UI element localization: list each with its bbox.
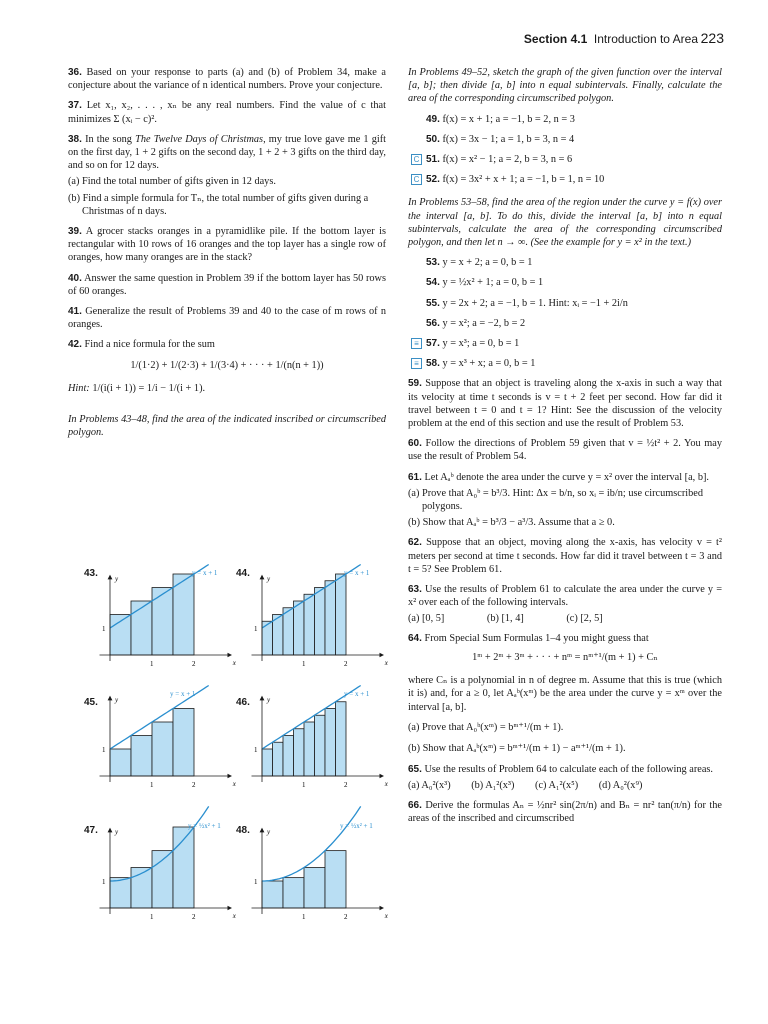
y-axis-label: y: [267, 696, 271, 704]
sum-formula: 1/(1·2) + 1/(2·3) + 1/(3·4) + · · · + 1/(n(n + 1)): [130, 359, 324, 371]
problem-37: 37. Let x₁, x₂, . . . , xₙ be any real numbers. Find the value of c that minimizes Σ (xᵢ − c)².: [68, 100, 386, 125]
polygon-rect: [325, 709, 336, 777]
y-tick-label: 1: [102, 878, 106, 886]
problem-58: ≡ 58. y = x³ + x; a = 0, b = 1: [426, 357, 722, 370]
problem-40: 40. Answer the same question in Problem 39 if the bottom layer has 50 rows of 60 oranges.: [68, 272, 386, 297]
problem-38a: (a) Find the total number of gifts given in 12 days.: [68, 176, 276, 188]
x-tick-label: 2: [344, 660, 348, 668]
polygon-rect: [283, 878, 304, 908]
y-axis-label: y: [115, 828, 119, 836]
polygon-rect: [152, 722, 173, 776]
hint-formula: Hint: 1/(i(i + 1)) = 1/i − 1/(i + 1).: [68, 382, 206, 394]
y-tick-label: 1: [102, 625, 106, 633]
problem-51: C 51. f(x) = x² − 1; a = 2, b = 3, n = 6: [426, 153, 722, 166]
problem-63-options: [408, 612, 722, 625]
curve-label: y = x + 1: [192, 569, 218, 577]
problem-61b: (b) Show that Aₐᵇ = b³/3 − a³/3. Assume that a ≥ 0.: [408, 517, 615, 529]
option-65b: (b) A₁²(x³): [471, 780, 515, 792]
section-heading: Section 4.1 Introduction to Area: [523, 32, 698, 46]
x-axis-label: x: [384, 912, 388, 920]
x-tick-label: 2: [192, 913, 196, 921]
x-axis-label: x: [232, 659, 236, 667]
polygon-rect: [336, 702, 347, 776]
problem-50: 50. f(x) = 3x − 1; a = 1, b = 3, n = 4: [426, 133, 575, 145]
x-tick-label: 1: [150, 913, 154, 921]
problem-64: 64. From Special Sum Formulas 1–4 you might guess that: [408, 632, 649, 644]
y-axis-label: y: [115, 575, 119, 583]
curve-label: y = ½x² + 1: [340, 822, 373, 830]
polygon-rect: [262, 881, 283, 908]
graph-48: [252, 806, 389, 921]
polygon-rect: [283, 608, 294, 655]
x-axis-label: x: [232, 780, 236, 788]
problem-53: 53. y = x + 2; a = 0, b = 1: [426, 257, 533, 269]
x-axis-label: x: [384, 780, 388, 788]
problem-63: 63. Use the results of Problem 61 to calculate the area under the curve y = x² over each of the following intervals.: [408, 584, 722, 609]
graph-45: [100, 686, 237, 790]
cas-icon: ≡: [411, 338, 422, 349]
graph-label-48: 48.: [236, 825, 250, 836]
x-tick-label: 2: [192, 781, 196, 789]
problem-59: 59. Suppose that an object is traveling along the x-axis in such a way that its velocity at time t seconds is v = t + 2 feet per second. How far did it travel between t = 0 and t = 1? Hint: See the discussion of the velocity problem at the end of this section and use the result of Problem 53.: [408, 378, 722, 430]
curve-label: y = x + 1: [344, 569, 370, 577]
graph-44: [252, 565, 389, 669]
option-63a: (a) [0, 5]: [408, 612, 445, 624]
problem-41: 41. Generalize the result of Problems 39 and 40 to the case of m rows of n oranges.: [68, 306, 386, 331]
problem-57: ≡ 57. y = x³; a = 0, b = 1: [426, 337, 722, 350]
option-63b: (b) [1, 4]: [486, 612, 524, 624]
polygon-rect: [110, 749, 131, 776]
problem-65: 65. Use the results of Problem 64 to calculate each of the following areas.: [408, 764, 713, 776]
polygon-rect: [294, 601, 305, 655]
polygon-rect: [273, 742, 284, 776]
polygon-rect: [131, 736, 152, 777]
polygon-rect: [304, 594, 315, 655]
x-tick-label: 1: [302, 781, 306, 789]
x-tick-label: 1: [150, 781, 154, 789]
x-tick-label: 2: [344, 913, 348, 921]
intro-49-52: In Problems 49–52, sketch the graph of the given function over the interval [a, b]; then divide [a, b] into n equal subintervals. Finally, calculate the area of the corresponding circumscribed polygon.: [408, 67, 722, 105]
x-tick-label: 1: [150, 660, 154, 668]
problem-65-options: [408, 779, 722, 792]
polygon-rect: [325, 851, 346, 908]
problem-60: 60. Follow the directions of Problem 59 given that v = ½t² + 2. You may use the result of Problem 54.: [408, 438, 722, 463]
problem-55: 55. y = 2x + 2; a = −1, b = 1. Hint: xᵢ = −1 + 2i/n: [426, 297, 628, 309]
cas-icon: ≡: [411, 358, 422, 369]
polygon-rect: [110, 878, 131, 908]
problem-64b: (b) Show that Aₐᵇ(xᵐ) = bᵐ⁺¹/(m + 1) − aᵐ⁺¹/(m + 1).: [408, 742, 626, 754]
right-column: [408, 66, 722, 832]
option-63c: (c) [2, 5]: [566, 612, 603, 624]
graph-label-45: 45.: [84, 697, 98, 708]
y-tick-label: 1: [102, 746, 106, 754]
problem-56: 56. y = x²; a = −2, b = 2: [426, 317, 526, 329]
problem-39: 39. A grocer stacks oranges in a pyramidlike pile. If the bottom layer is rectangular with 10 rows of 16 oranges and the top layer has a single row of oranges, how many oranges are in the stack?: [68, 226, 386, 264]
problem-66: 66. Derive the formulas Aₙ = ½nr² sin(2π/n) and Bₙ = nr² tan(π/n) for the areas of the inscribed and circumscribed: [408, 799, 722, 824]
graph-46: [252, 686, 389, 790]
problem-38b: (b) Find a simple formula for Tₙ, the total number of gifts given during a Christmas of n days.: [68, 192, 369, 217]
x-tick-label: 1: [302, 660, 306, 668]
polygon-rect: [304, 722, 315, 776]
polygon-rect: [315, 715, 326, 776]
polygon-rect: [325, 581, 336, 655]
power-sum-formula: 1ᵐ + 2ᵐ + 3ᵐ + · · · + nᵐ = nᵐ⁺¹/(m + 1) + Cₙ: [472, 651, 658, 663]
y-tick-label: 1: [254, 746, 258, 754]
graph-label-46: 46.: [236, 697, 250, 708]
graph-label-44: 44.: [236, 568, 250, 579]
calculator-icon: C: [411, 174, 422, 185]
polygon-rect: [304, 868, 325, 909]
graph-47: [100, 806, 237, 921]
intro-53-58: In Problems 53–58, find the area of the region under the curve y = f(x) over the interval [a, b]. To do this, divide the interval [a, b] into n equal subintervals, calculate the area of the corresponding circumscribed polygon, and then let n → ∞. (See the example for y = x² in the text.): [408, 197, 722, 249]
y-axis-label: y: [267, 828, 271, 836]
page-number: 223: [700, 30, 724, 46]
problem-54: 54. y = ½x² + 1; a = 0, b = 1: [426, 277, 544, 289]
option-65d: (d) A₀²(x⁹): [598, 780, 643, 792]
x-tick-label: 1: [302, 913, 306, 921]
graph-label-47: 47.: [84, 825, 98, 836]
problem-42: 42. Find a nice formula for the sum: [68, 339, 215, 351]
problem-64a: (a) Prove that A₀ᵇ(xᵐ) = bᵐ⁺¹/(m + 1).: [408, 721, 564, 733]
problem-36: 36. Based on your response to parts (a) and (b) of Problem 34, make a conjecture about the variance of n identical numbers. Prove your conjecture.: [68, 67, 386, 92]
option-65c: (c) A₁²(x⁵): [535, 780, 579, 792]
graph-label-43: 43.: [84, 568, 98, 579]
y-axis-label: y: [267, 575, 271, 583]
curve-label: y = x + 1: [170, 690, 196, 698]
polygon-rect: [283, 736, 294, 777]
problem-62: 62. Suppose that an object, moving along the x-axis, has velocity v = t² meters per second at time t seconds. How far did it travel between t = 3 and t = 5? See Problem 61.: [408, 537, 723, 575]
problem-38: 38. In the song The Twelve Days of Christmas, my true love gave me 1 gift on the first day, 1 + 2 gifts on the second day, 1 + 2 + 3 gifts on the third day, and so on for 12 days.: [68, 133, 387, 172]
problem-64-body: where Cₙ is a polynomial in n of degree m. Assume that this is true (which it is) and, for a ≥ 0, let Aₐᵇ(xᵐ) be the area under the curve y = xᵐ over the interval [a, b].: [408, 675, 722, 713]
graph-43: [100, 565, 237, 669]
y-tick-label: 1: [254, 625, 258, 633]
x-tick-label: 2: [344, 781, 348, 789]
problem-49: 49. f(x) = x + 1; a = −1, b = 2, n = 3: [426, 113, 575, 125]
y-tick-label: 1: [254, 878, 258, 886]
calculator-icon: C: [411, 154, 422, 165]
problem-61a: (a) Prove that A₀ᵇ = b³/3. Hint: Δx = b/n, so xᵢ = ib/n; use circumscribed polygons.: [408, 487, 703, 513]
problem-52: C 52. f(x) = 3x² + x + 1; a = −1, b = 1, n = 10: [426, 173, 722, 186]
polygon-rect: [173, 709, 194, 777]
polygon-rect: [315, 588, 326, 656]
polygon-rect: [262, 749, 273, 776]
polygon-rect: [131, 601, 152, 655]
x-axis-label: x: [384, 659, 388, 667]
x-tick-label: 2: [192, 660, 196, 668]
polygon-rect: [152, 588, 173, 656]
y-axis-label: y: [115, 696, 119, 704]
x-axis-label: x: [232, 912, 236, 920]
curve-label: y = ½x² + 1: [188, 822, 221, 830]
polygon-rect: [336, 574, 347, 655]
intro-43-48: In Problems 43–48, find the area of the indicated inscribed or circumscribed polygon.: [68, 414, 386, 439]
problem-61: 61. Let Aₐᵇ denote the area under the curve y = x² over the interval [a, b].: [408, 471, 709, 483]
option-65a: (a) A₀²(x³): [408, 780, 451, 792]
curve-label: y = x + 1: [344, 690, 370, 698]
polygon-rect: [294, 729, 305, 776]
